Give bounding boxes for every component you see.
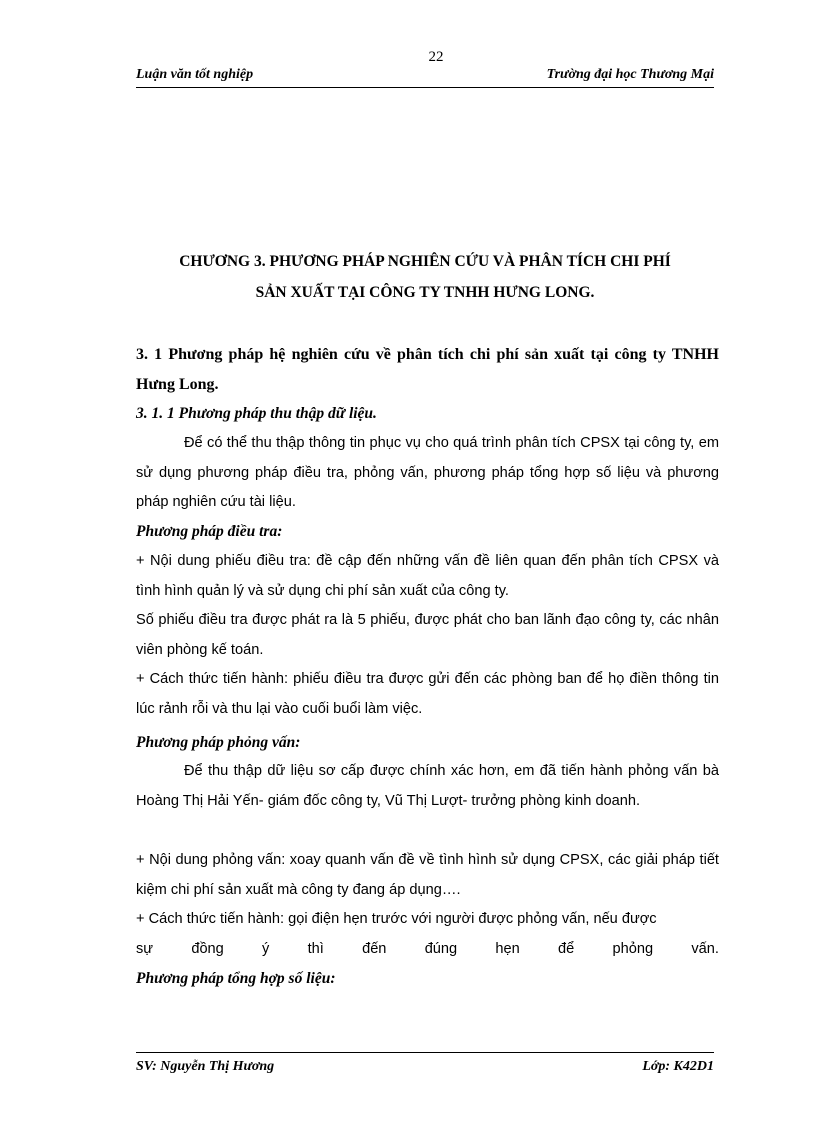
word: để (558, 941, 575, 957)
paragraph-interview-content: + Nội dung phỏng vấn: xoay quanh vấn đề về tình hình sử dụng CPSX, các giải pháp tiết kiệm chi phí sản xuất mà công ty đang áp dụng…. (136, 852, 719, 898)
page-header (136, 67, 714, 88)
word: hẹn (495, 941, 520, 957)
subsection-heading: 3. 1. 1 Phương pháp thu thập dữ liệu. (136, 405, 377, 422)
paragraph-interview-method-line-2 (136, 935, 719, 965)
paragraph-interview-intro: Để thu thập dữ liệu sơ cấp được chính xác hơn, em đã tiến hành phỏng vấn bà Hoàng Thị Hải Yến- giám đốc công ty, Vũ Thị Lượt- trưởng phòng kinh doanh. (136, 763, 719, 809)
word: vấn. (691, 941, 719, 957)
page-footer (136, 1052, 714, 1079)
section-heading: 3. 1 Phương pháp hệ nghiên cứu về phân tích chi phí sản xuất tại công ty TNHH Hưng Long. (136, 346, 719, 393)
header-university-label: Trường đại học Thương Mại (546, 67, 714, 82)
word: ý (262, 941, 270, 957)
paragraph-interview-method-line-1: + Cách thức tiến hành: gọi điện hẹn trước với người được phỏng vấn, nếu được (136, 911, 657, 927)
footer-class-label: Lớp: K42D1 (642, 1059, 714, 1074)
word: đến (362, 941, 387, 957)
paragraph-intro: Để có thể thu thập thông tin phục vụ cho quá trình phân tích CPSX tại công ty, em sử dụng phương pháp điều tra, phỏng vấn, phương pháp tổng hợp số liệu và phương pháp nghiên cứu tài liệu. (136, 435, 719, 511)
footer-student-name: SV: Nguyễn Thị Hương (136, 1059, 275, 1074)
chapter-title-line-2: SẢN XUẤT TẠI CÔNG TY TNHH HƯNG LONG. (255, 284, 595, 301)
word: đúng (424, 941, 458, 957)
chapter-title-line-1: CHƯƠNG 3. PHƯƠNG PHÁP NGHIÊN CỨU VÀ PHÂN TÍCH CHI PHÍ (179, 253, 671, 270)
aggregation-method-heading: Phương pháp tổng hợp số liệu: (136, 970, 336, 987)
word: đồng (191, 941, 224, 957)
word: sự (136, 941, 154, 957)
paragraph-survey-content: + Nội dung phiếu điều tra: đề cập đến những vấn đề liên quan đến phân tích CPSX và tình hình quản lý và sử dụng chi phí sản xuất của công ty. (136, 553, 719, 599)
interview-method-heading: Phương pháp phỏng vấn: (136, 734, 301, 751)
word: thì (307, 941, 324, 957)
paragraph-survey-method: + Cách thức tiến hành: phiếu điều tra được gửi đến các phòng ban để họ điền thông tin lúc rảnh rỗi và thu lại vào cuối buổi làm việc. (136, 671, 719, 717)
paragraph-survey-count: Số phiếu điều tra được phát ra là 5 phiếu, được phát cho ban lãnh đạo công ty, các nhân viên phòng kế toán. (136, 612, 719, 658)
survey-method-heading: Phương pháp điều tra: (136, 523, 283, 540)
page-number: 22 (428, 49, 444, 65)
header-thesis-label: Luận văn tốt nghiệp (136, 67, 254, 82)
word: phỏng (612, 941, 654, 957)
